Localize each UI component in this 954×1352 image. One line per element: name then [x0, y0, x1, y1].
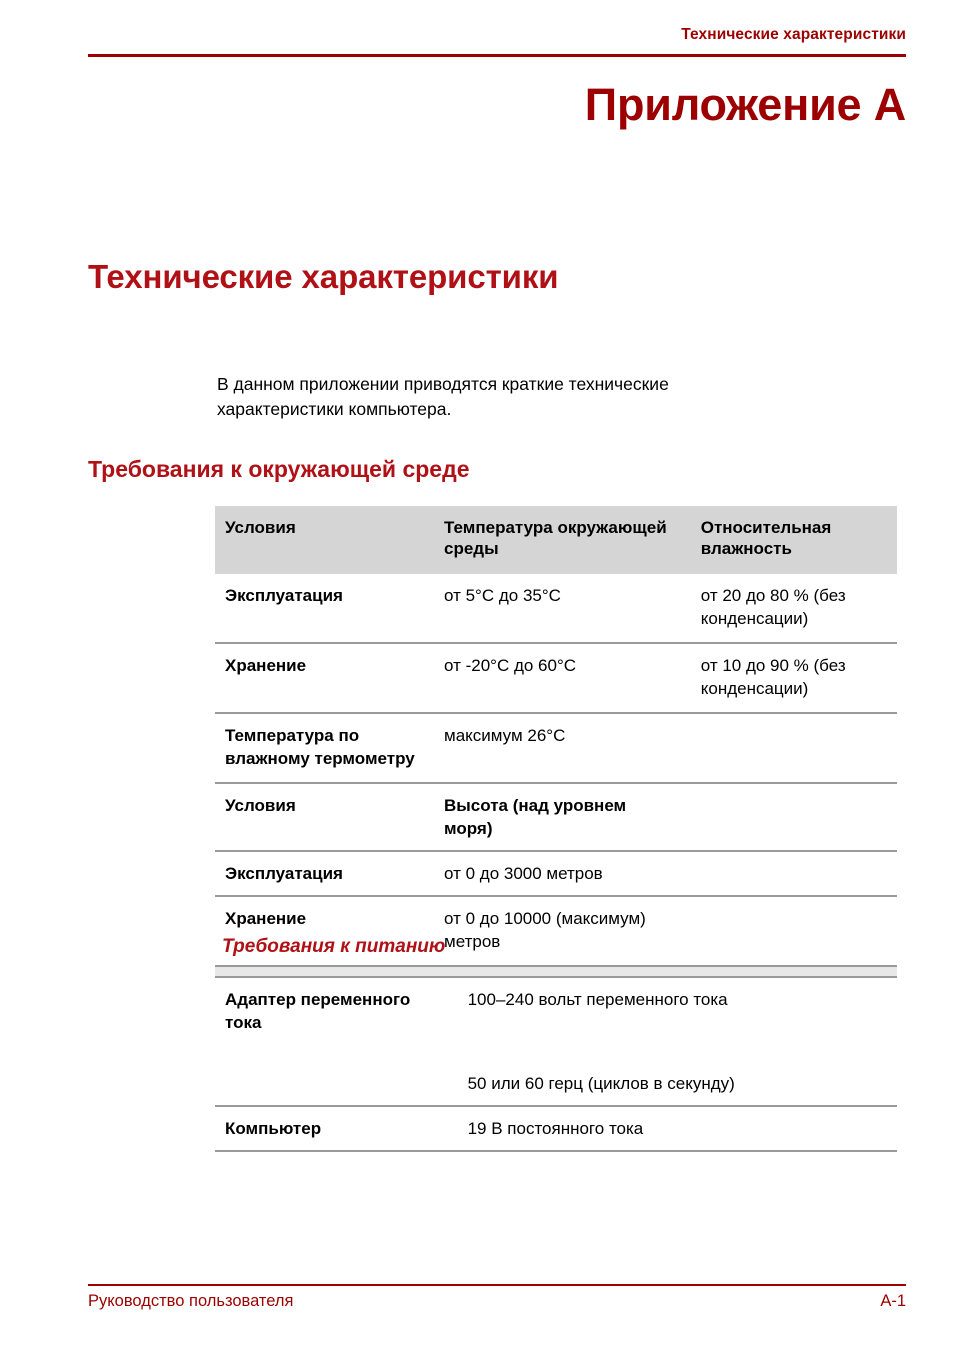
row-value: 19 В постоянного тока — [458, 1106, 897, 1151]
table-row — [215, 977, 897, 1046]
page-footer — [88, 1292, 906, 1311]
row-label: Эксплуатация — [215, 851, 434, 896]
header-divider-rule — [88, 54, 906, 57]
row-empty — [691, 851, 897, 896]
row-humidity: от 20 до 80 % (без конденсации) — [700, 586, 846, 628]
row-temperature: от -20°C до 60°C — [434, 643, 691, 713]
table-row-continuation — [215, 1062, 897, 1106]
row-label: Температура по влажному термометру — [215, 713, 434, 783]
environment-requirements-table — [215, 506, 897, 978]
row-value: 100–240 вольт переменного тока — [458, 977, 897, 1046]
row-altitude: от 0 до 3000 метров — [434, 851, 691, 896]
row-label: Хранение — [215, 643, 434, 713]
column-header-temperature: Температура окружающей среды — [434, 506, 691, 574]
row-empty — [691, 896, 897, 966]
row-humidity: от 10 до 90 % (без конденсации) — [691, 643, 897, 713]
table-row — [215, 1106, 897, 1151]
column-header-conditions: Условия — [215, 506, 434, 574]
subheader-altitude: Высота (над уровнем моря) — [434, 783, 691, 851]
section-heading-power: Требования к питанию — [222, 936, 446, 957]
footer-divider-rule — [88, 1284, 906, 1286]
row-label-empty — [215, 1062, 458, 1106]
section-heading-environment: Требования к окружающей среде — [88, 456, 470, 482]
row-temperature: от 5°C до 35°C — [444, 586, 561, 605]
row-value-secondary: 50 или 60 герц (циклов в секунду) — [467, 1074, 735, 1093]
table-subheader-row — [215, 783, 897, 851]
row-humidity — [691, 713, 897, 783]
intro-paragraph: В данном приложении приводятся краткие технические характеристики компьютера. — [217, 374, 669, 419]
row-label: Хранение — [215, 896, 434, 966]
table-row — [215, 713, 897, 783]
power-requirements-table — [215, 976, 897, 1163]
table-row — [215, 851, 897, 896]
page-title: Технические характеристики — [88, 258, 559, 295]
appendix-title: Приложение A — [584, 79, 906, 130]
row-label: Эксплуатация — [225, 586, 343, 605]
row-temperature: максимум 26°C — [434, 713, 691, 783]
row-altitude: от 0 до 10000 (максимум) метров — [434, 896, 691, 966]
row-label: Адаптер переменного тока — [215, 977, 458, 1046]
footer-document-title: Руководство пользователя — [88, 1292, 294, 1310]
row-label: Компьютер — [215, 1106, 458, 1151]
subheader-conditions: Условия — [215, 783, 434, 851]
subheader-empty — [691, 783, 897, 851]
footer-page-number: A-1 — [880, 1292, 906, 1310]
column-header-humidity: Относительная влажность — [691, 506, 897, 574]
table-row — [215, 574, 897, 643]
table-row — [215, 643, 897, 713]
table-header-row — [215, 506, 897, 574]
running-header-title: Технические характеристики — [681, 26, 906, 43]
running-header — [88, 26, 906, 44]
table-bottom-rule — [215, 1151, 897, 1163]
table-spacer-row — [215, 1046, 897, 1062]
